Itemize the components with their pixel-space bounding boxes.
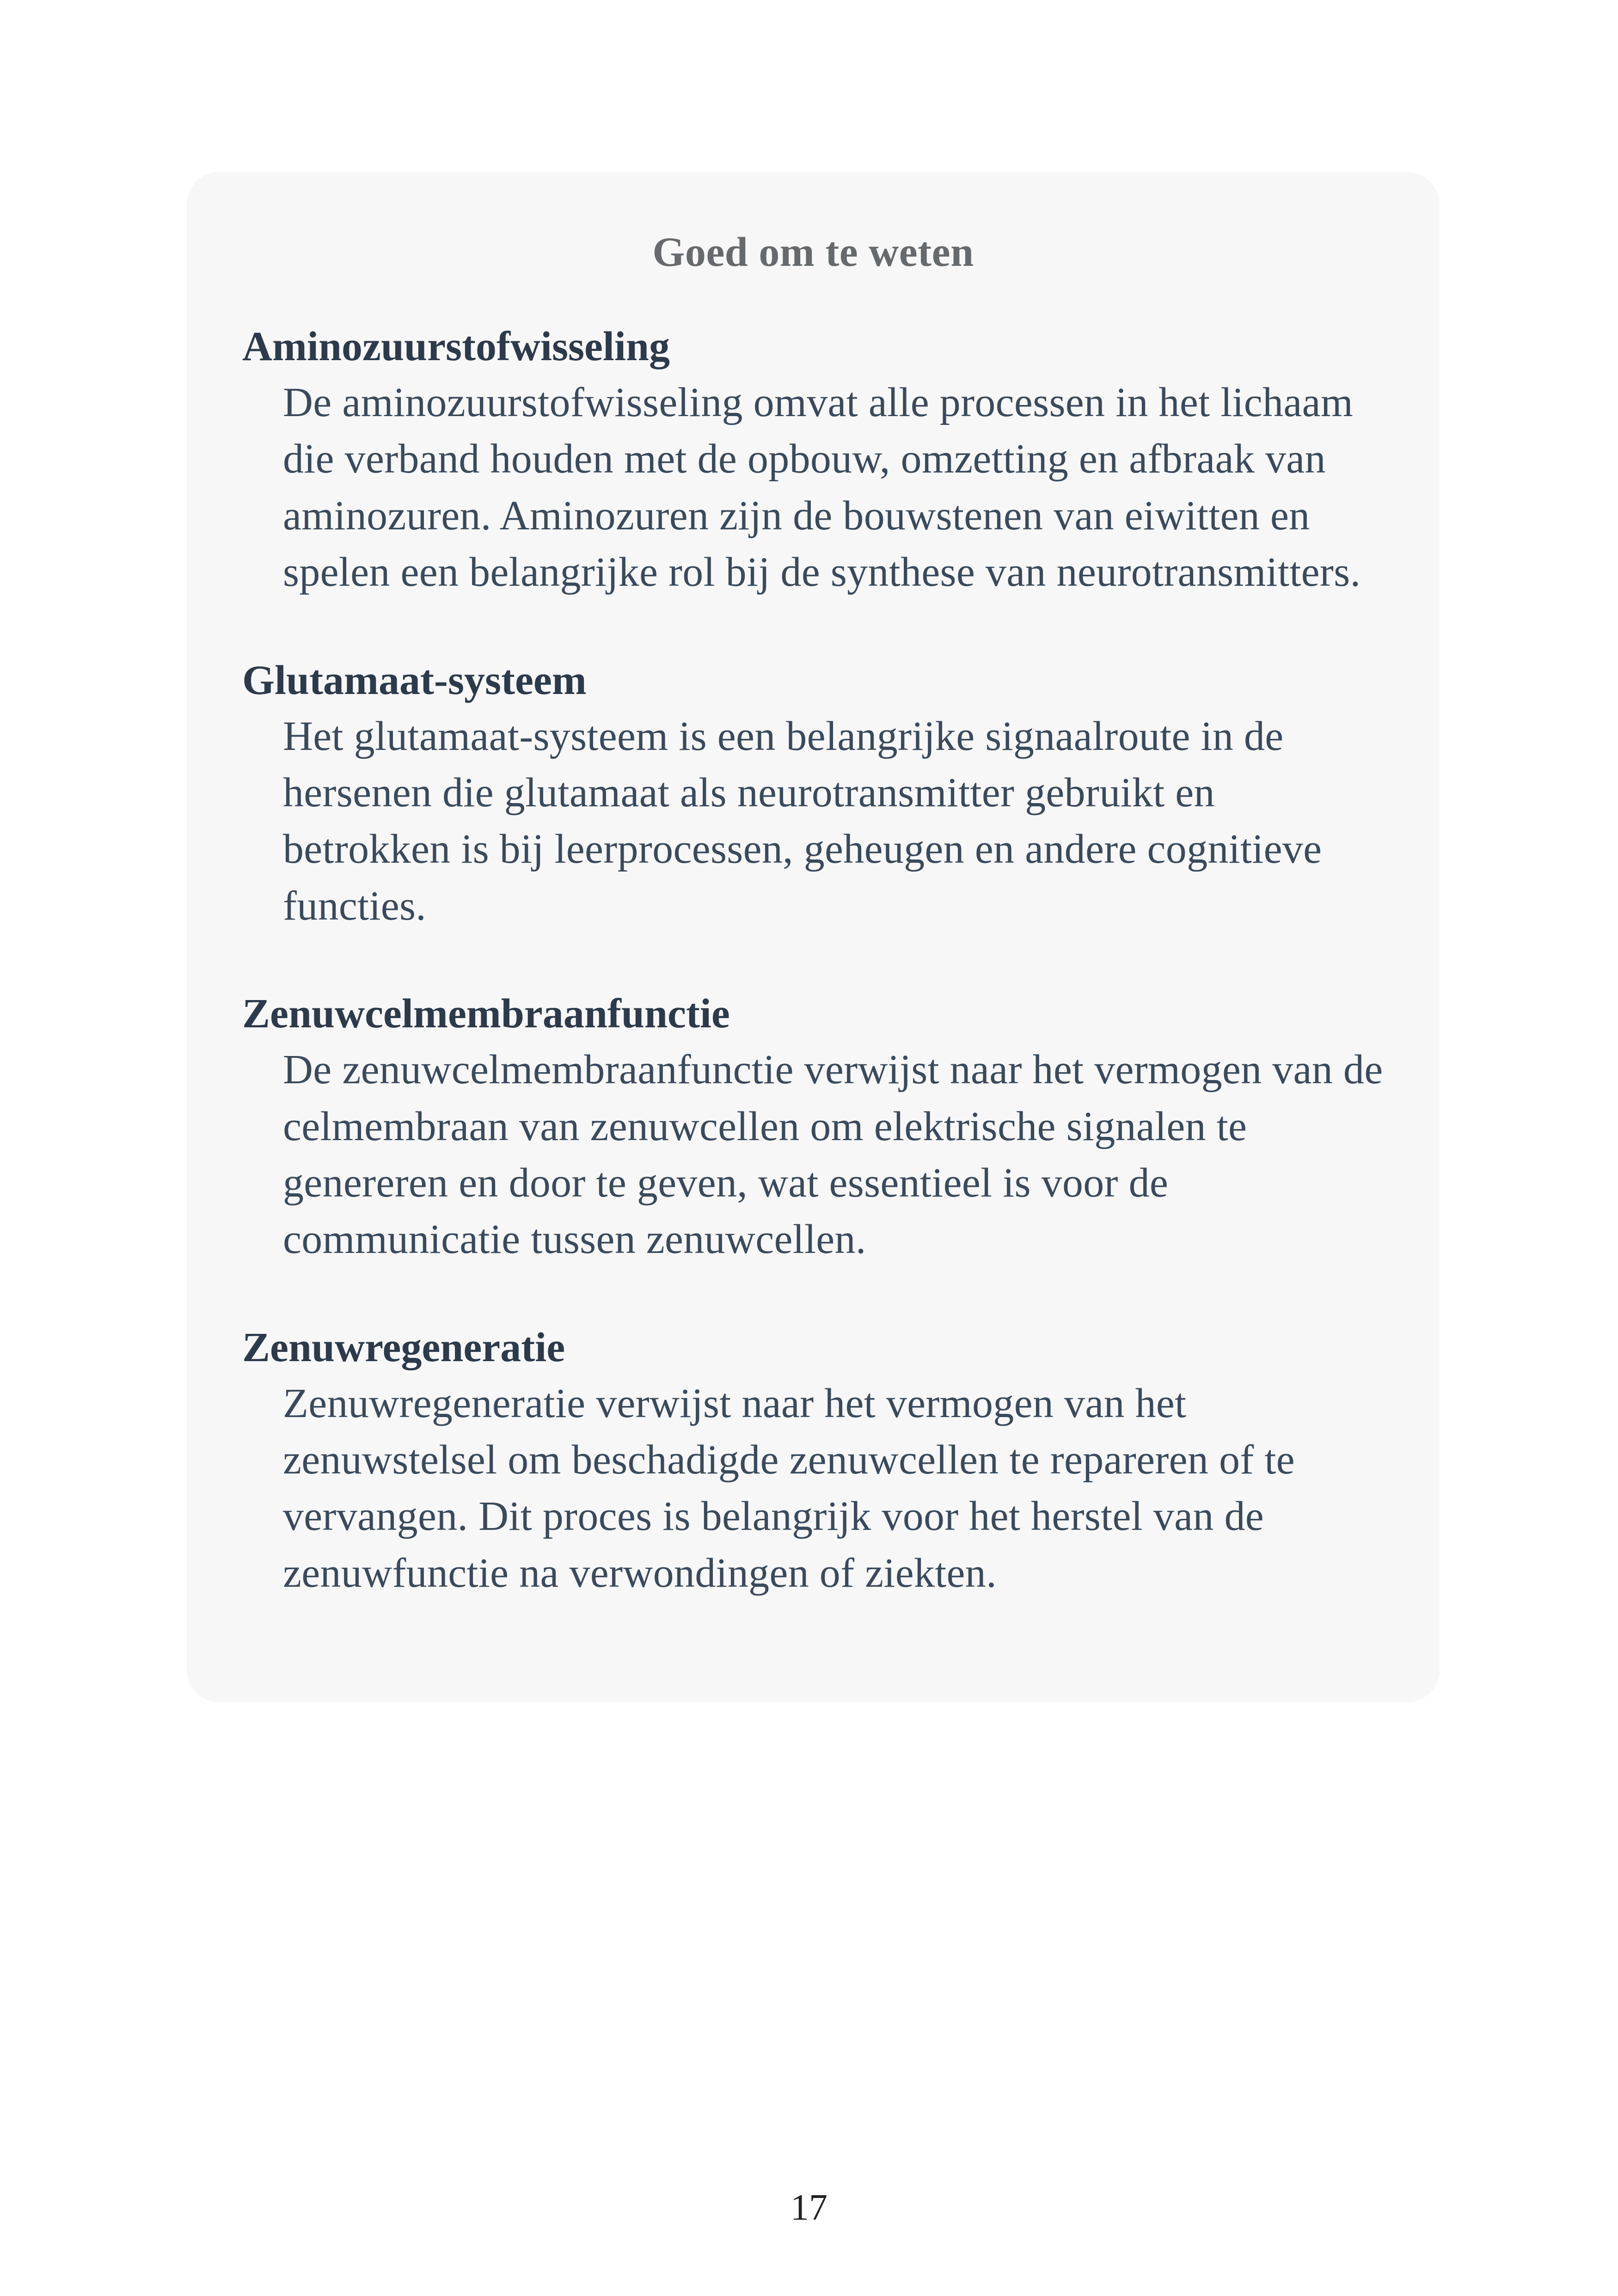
glossary-term: Aminozuurstofwisseling: [242, 324, 670, 369]
glossary-term: Zenuwregeneratie: [242, 1324, 565, 1370]
glossary-definition: Zenuwregeneratie verwijst naar het vermogen van het zenuwstelsel om beschadigde zenuwcellen te repareren of te vervangen. Dit proces is belangrijk voor het herstel van de zenuwfunctie na verwondingen of ziekten.: [283, 1380, 1295, 1596]
glossary-entry: [242, 989, 1384, 1268]
glossary-term: Zenuwcelmembraanfunctie: [242, 991, 730, 1037]
glossary-list: [242, 322, 1384, 1602]
glossary-definition: De zenuwcelmembraanfunctie verwijst naar het vermogen van de celmembraan van zenuwcellen om elektrische signalen te genereren en door te geven, wat essentieel is voor de communicatie tussen zenuwcellen.: [283, 1047, 1383, 1263]
glossary-definition: Het glutamaat-systeem is een belangrijke signaalroute in de hersenen die glutamaat als neurotransmitter gebruikt en betrokken is bij leerprocessen, geheugen en andere cognitieve functies.: [283, 713, 1322, 929]
page-number: 17: [791, 2187, 827, 2228]
glossary-entry: [242, 322, 1384, 601]
glossary-definition: De aminozuurstofwisseling omvat alle processen in het lichaam die verband houden met de opbouw, omzetting en afbraak van aminozuren. Aminozuren zijn de bouwstenen van eiwitten en spelen een belangrijke rol bij de synthese van neurotransmitters.: [283, 380, 1361, 595]
info-box-title: Goed om te weten: [652, 229, 974, 275]
info-box: [187, 172, 1440, 1702]
glossary-entry: [242, 1323, 1384, 1602]
glossary-term: Glutamaat-systeem: [242, 657, 587, 703]
glossary-entry: [242, 656, 1384, 935]
